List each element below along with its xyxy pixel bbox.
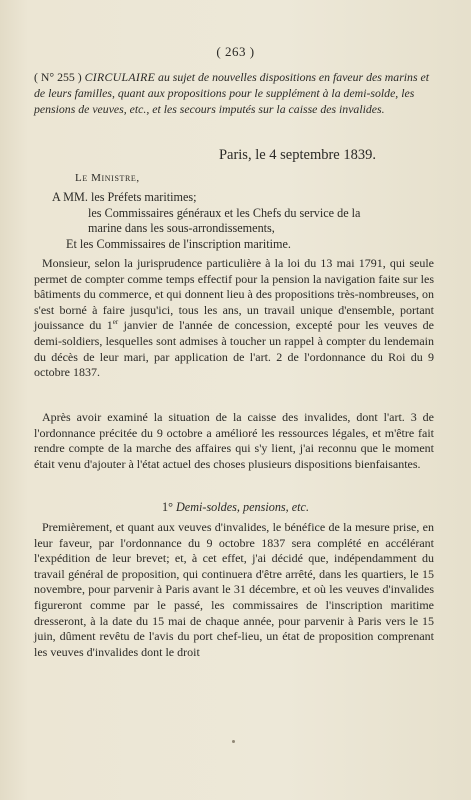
paragraph-2: Après avoir examiné la situation de la caisse des invalides, dont l'art. 3 de l'ordonnance précitée du 9 octobre a amélioré les ressources légales, et m'être fait rendre compte de la marche des affaires qui s'y lient, j'ai reconnu que le moment était venu d'ajouter à l'état actuel des choses plusieurs dispositions bienfaisantes.: [34, 410, 434, 471]
section-label: Demi-soldes, pensions, etc.: [175, 500, 310, 514]
circular-title: au sujet de nouvelles dispositions en faveur des marins et de leurs familles, quant aux propositions pour le supplément à la demi-solde, les pensions de veuves, etc., et les secours imputés sur la caisse des invalides.: [34, 70, 430, 116]
addressee-line-1: A MM. les Préfets maritimes;: [52, 190, 197, 204]
paper-blemish: [232, 740, 235, 743]
section-heading: [0, 500, 471, 515]
paragraph-1-superscript: er: [112, 318, 119, 327]
paragraph-1-text-b: janvier de l'année de concession, excepté pour les veuves de demi-soldiers, lesquelles sont admises à toucher un rappel à compter du lendemain du décès de leur mari, par application de l'art. 2 de l'ordonnance du Roi du 9 octobre 1837.: [34, 318, 434, 380]
dateline: Paris, le 4 septembre 1839.: [218, 147, 376, 163]
paragraph-1: [34, 256, 434, 381]
section-number: 1°: [161, 500, 173, 514]
paragraph-3: Premièrement, et quant aux veuves d'invalides, le bénéfice de la mesure prise, en leur faveur, par l'ordonnance du 9 octobre 1837 sera complété en accélérant l'expédition de leur brevet; et, à cet effet, j'ai décidé que, indépendamment du travail général de proposition, qui continuera d'être arrêté, dans les quartiers, le 15 novembre, pour parvenir à Paris avant le 31 décembre, et où les veuves d'invalides figureront comme par le passé, les commissaires de l'inscription maritime dresseront, à la date du 15 mai de chaque année, pour parvenir à Paris vers le 15 juin, dûment revêtu de l'avis du port chef-lieu, un état de proposition comprenant les veuves d'invalides dont le droit: [34, 520, 434, 659]
sender: Le Ministre,: [75, 172, 140, 184]
circular-title-word: CIRCULAIRE: [84, 70, 156, 84]
addressee-line-3: Et les Commissaires de l'inscription maritime.: [66, 237, 291, 251]
paragraph-1-text-a: Monsieur, selon la jurisprudence particulière à la loi du 13 mai 1791, qui seule permet de compter comme temps effectif pour la pension la navigation faite sur les bâtiments du commerce, et qui donnent lieu à des propositions très-nombreuses, on s'est borné à faire jusqu'ici, tous les ans, un travail unique d'ensemble, portant jouissance du 1: [34, 256, 434, 333]
addressee-line-2: les Commissaires généraux et les Chefs du service de la marine dans les sous-arrondissements,: [88, 206, 361, 235]
circular-heading: [34, 69, 434, 117]
page-number: ( 263 ): [216, 44, 255, 59]
circular-number: ( N° 255 ): [34, 70, 82, 84]
